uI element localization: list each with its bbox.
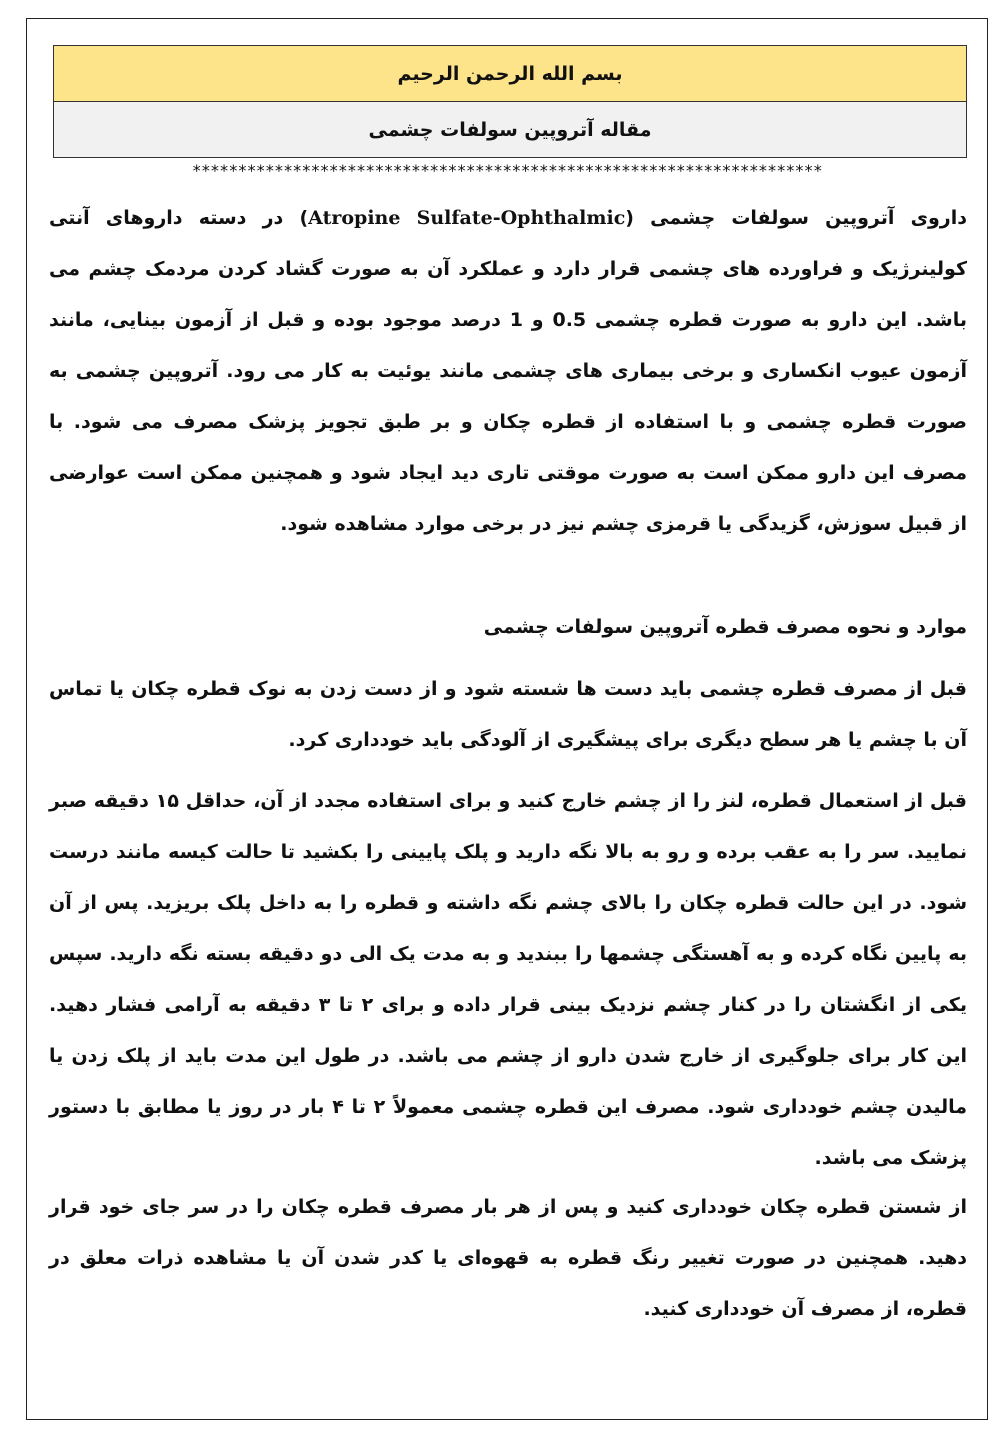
basmala: بسم الله الرحمن الرحیم bbox=[54, 46, 966, 102]
intro-text-start: داروی آتروپین سولفات چشمی ( bbox=[625, 207, 967, 229]
intro-text-rest: ) در دسته داروهای آنتی کولینرژیک و فراورده های چشمی قرار دارد و عملکرد آن به صورت گشاد کردن مردمک چشم می باشد. این دارو به صورت قطره چشمی 0.5 و 1 درصد موجود بوده و قبل از آزمون بینایی، مانند آزمون عیوب انکساری و برخی بیماری های چشمی مانند یوئیت به کار می رود. آتروپین چشمی به صورت قطره چشمی و با استفاده از قطره چکان و بر طبق تجویز پزشک مصرف می شود. با مصرف این دارو ممکن است به صورت موقتی تاری دید ایجاد شود و همچنین ممکن است عوارضی از قبیل سوزش، گزیدگی یا قرمزی چشم نیز در برخی موارد مشاهده شود. bbox=[49, 207, 967, 535]
page-frame bbox=[26, 18, 988, 1420]
article-title: مقاله آتروپین سولفات چشمی bbox=[54, 102, 966, 157]
usage-section bbox=[49, 607, 967, 647]
separator-line: ********************************************************************* bbox=[191, 161, 823, 180]
section-heading: موارد و نحوه مصرف قطره آتروپین سولفات چشمی bbox=[483, 616, 967, 638]
intro-section bbox=[49, 193, 967, 550]
paragraph-storage-wrap bbox=[49, 1182, 967, 1335]
paragraph-instructions-wrap bbox=[49, 776, 967, 1184]
paragraph-storage: از شستن قطره چکان خودداری کنید و پس از هر بار مصرف قطره چکان را در سر جای خود قرار دهید. همچنین در صورت تغییر رنگ قطره به قهوه‌ای یا کدر شدن آن یا مشاهده ذرات معلق در قطره، از مصرف آن خودداری کنید. bbox=[49, 1196, 967, 1320]
paragraph-hygiene-wrap bbox=[49, 664, 967, 766]
header-table bbox=[53, 45, 967, 158]
paragraph-instructions: قبل از استعمال قطره، لنز را از چشم خارج کنید و برای استفاده مجدد از آن، حداقل ۱۵ دقیقه صبر نمایید. سر را به عقب برده و رو به بالا نگه دارید و پلک پایینی را بکشید تا حالت کیسه مانند درست شود. در این حالت قطره چکان را بالای چشم نگه داشته و قطره را به داخل پلک بریزید. پس از آن به پایین نگاه کرده و به آهستگی چشمها را ببندید و به مدت یک الی دو دقیقه بسته نگه دارید. سپس یکی از انگشتان را در کنار چشم نزدیک بینی قرار داده و برای ۲ تا ۳ دقیقه به آرامی فشار دهید. این کار برای جلوگیری از خارج شدن دارو از چشم می باشد. در طول این مدت باید از پلک زدن یا مالیدن چشم خودداری شود. مصرف این قطره چشمی معمولاً ۲ تا ۴ بار در روز یا مطابق با دستور پزشک می باشد. bbox=[49, 790, 967, 1169]
intro-paragraph bbox=[49, 193, 967, 550]
paragraph-hygiene: قبل از مصرف قطره چشمی باید دست ها شسته شود و از دست زدن به نوک قطره چکان یا تماس آن با چشم یا هر سطح دیگری برای پیشگیری از آلودگی باید خودداری کرد. bbox=[49, 678, 967, 751]
drug-latin-name: Atropine Sulfate-Ophthalmic bbox=[308, 207, 626, 229]
